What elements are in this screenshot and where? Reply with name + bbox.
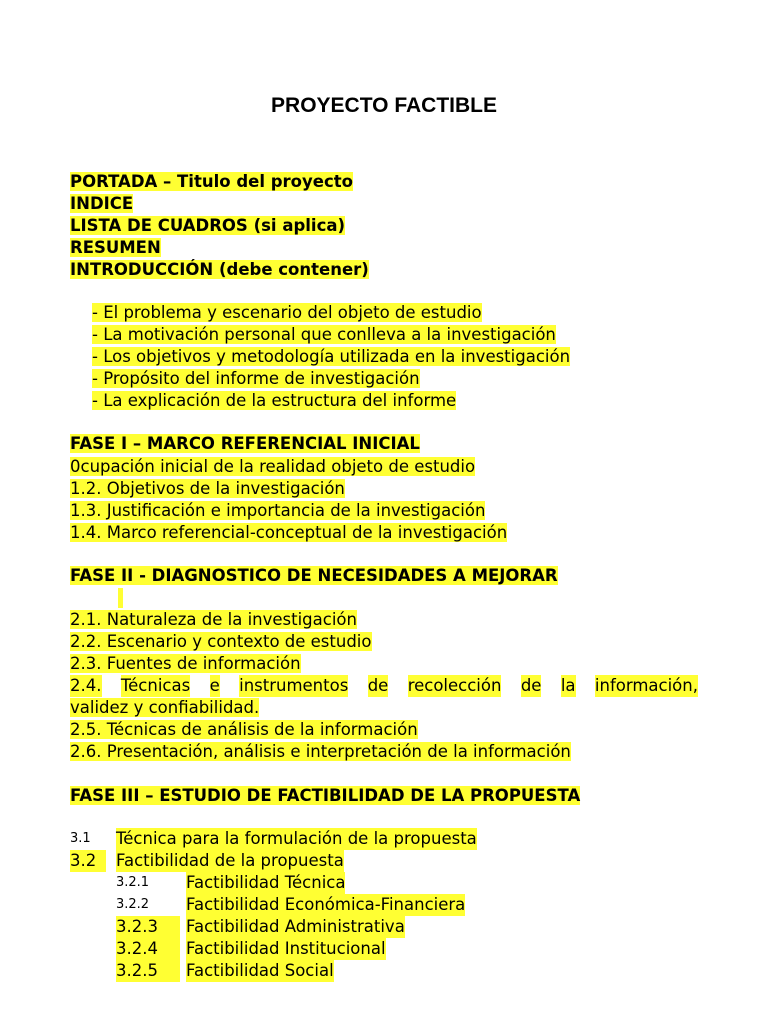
fase3-item-3-1: 3.1 Técnica para la formulación de la propuesta <box>70 829 477 848</box>
front-matter-indice: INDICE <box>70 194 134 213</box>
fase3-item-3-2-2: 3.2.2 Factibilidad Económica-Financiera <box>116 895 466 914</box>
intro-item: - Los objetivos y metodología utilizada en la investigación <box>92 347 571 366</box>
document-title: PROYECTO FACTIBLE <box>271 94 497 117</box>
intro-item: - Propósito del informe de investigación <box>92 369 420 388</box>
fase2-item: 2.5. Técnicas de análisis de la información <box>70 720 418 739</box>
intro-item: - La motivación personal que conlleva a la investigación <box>92 325 556 344</box>
fase3-heading: FASE III – ESTUDIO DE FACTIBILIDAD DE LA PROPUESTA <box>70 786 581 805</box>
fase3-item-3-2-5: 3.2.5 Factibilidad Social <box>116 961 334 980</box>
fase1-item: 1.2. Objetivos de la investigación <box>70 479 345 498</box>
fase2-item: 2.3. Fuentes de información <box>70 654 301 673</box>
intro-item: - El problema y escenario del objeto de estudio <box>92 303 482 322</box>
fase1-heading: FASE I – MARCO REFERENCIAL INICIAL <box>70 434 420 453</box>
fase2-item: 2.1. Naturaleza de la investigación <box>70 610 357 629</box>
fase2-item-2-4: 2.4. Técnicas e instrumentos de recolección de la información, <box>70 676 698 695</box>
fase3-item-3-2-4: 3.2.4 Factibilidad Institucional <box>116 939 386 958</box>
fase1-item: 1.3. Justificación e importancia de la investigación <box>70 501 486 520</box>
fase2-heading: FASE II - DIAGNOSTICO DE NECESIDADES A MEJORAR <box>70 566 558 585</box>
fase3-item-3-2-3: 3.2.3 Factibilidad Administrativa <box>116 917 405 936</box>
fase3-item-3-2-1: 3.2.1 Factibilidad Técnica <box>116 873 346 892</box>
fase1-item: 0cupación inicial de la realidad objeto de estudio <box>70 457 476 476</box>
front-matter-portada: PORTADA – Titulo del proyecto <box>70 172 353 191</box>
fase3-item-3-2: 3.2 Factibilidad de la propuesta <box>70 851 344 870</box>
intro-item: - La explicación de la estructura del informe <box>92 391 457 410</box>
front-matter-introduccion: INTRODUCCIÓN (debe contener) <box>70 260 369 279</box>
front-matter-lista-cuadros: LISTA DE CUADROS (si aplica) <box>70 216 346 235</box>
front-matter-resumen: RESUMEN <box>70 238 161 257</box>
fase2-item: 2.2. Escenario y contexto de estudio <box>70 632 372 651</box>
fase1-item: 1.4. Marco referencial-conceptual de la investigación <box>70 523 508 542</box>
fase2-item-2-4-continuation: validez y confiabilidad. <box>70 698 260 717</box>
highlight-fragment <box>118 588 123 608</box>
fase2-item: 2.6. Presentación, análisis e interpretación de la información <box>70 742 571 761</box>
